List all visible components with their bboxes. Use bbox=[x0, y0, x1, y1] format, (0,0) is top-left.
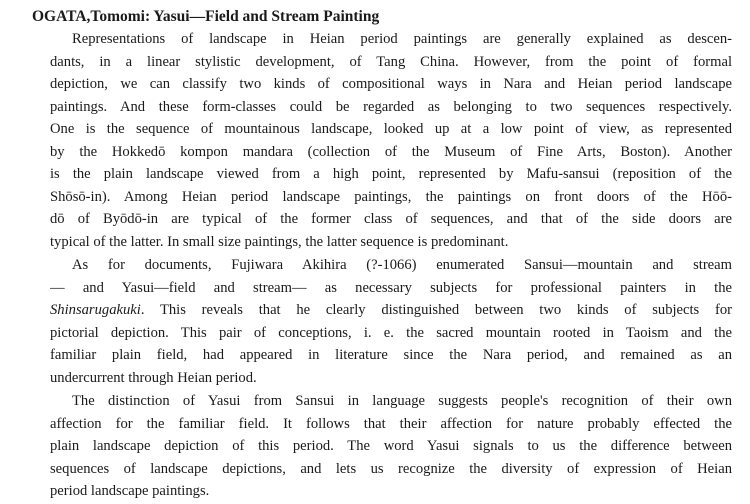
paragraph-1 bbox=[50, 28, 732, 253]
document-page bbox=[32, 6, 732, 504]
paragraph-3 bbox=[50, 390, 732, 503]
text-line: period landscape paintings. bbox=[50, 483, 210, 499]
text-line: is the plain landscape viewed from a high point, represented by Mafu-sansui (reposition of the bbox=[50, 166, 732, 182]
text-line: pictorial depiction. This pair of conceptions, i. e. the sacred mountain rooted in Taoism and the bbox=[50, 324, 732, 341]
text-line: dants, in a linear stylistic development, of Tang China. However, from the point of formal bbox=[50, 53, 732, 70]
text-line-with-italic bbox=[50, 299, 732, 322]
text-line: undercurrent through Heian period. bbox=[50, 369, 257, 386]
text-line: — and Yasui—field and stream— as necessary subjects for professional painters in the bbox=[50, 279, 732, 296]
text-line: plain landscape depiction of this period. The word Yasui signals to us the difference between bbox=[50, 438, 732, 454]
text-line: affection for the familiar field. It follows that their affection for nature probably effected the bbox=[50, 415, 732, 432]
text-fragment: . This reveals that he clearly distinguished between two kinds of subjects for bbox=[140, 302, 732, 318]
text-line: typical of the latter. In small size paintings, the latter sequence is predominant. bbox=[50, 233, 509, 250]
text-line: Shōsō-in). Among Heian period landscape paintings, the paintings on front doors of the Hōō- bbox=[50, 188, 732, 205]
text-line: by the Hokkedō kompon mandara (collection of the Museum of Fine Arts, Boston). Another bbox=[50, 143, 732, 160]
text-line: sequences of landscape depictions, and lets us recognize the diversity of expression of Heian bbox=[50, 460, 732, 477]
text-line: depiction, we can classify two kinds of compositional ways in Nara and Heian period landscape bbox=[50, 76, 732, 92]
text-line: Representations of landscape in Heian period paintings are generally explained as descen- bbox=[72, 31, 732, 47]
article-body bbox=[50, 28, 732, 503]
text-line: dō of Byōdō-in are typical of the former class of sequences, and that of the side doors are bbox=[50, 211, 732, 227]
text-line: The distinction of Yasui from Sansui in language suggests people's recognition of their own bbox=[72, 393, 732, 409]
paragraph-2 bbox=[50, 254, 732, 389]
text-line: As for documents, Fujiwara Akihira (?-1066) enumerated Sansui—mountain and stream bbox=[72, 257, 732, 273]
text-line: paintings. And these form-classes could be regarded as belonging to two sequences respectively. bbox=[50, 98, 732, 115]
text-line: familiar plain field, had appeared in literature since the Nara period, and remained as an bbox=[50, 347, 732, 363]
text-line: One is the sequence of mountainous landscape, looked up at a low point of view, as represented bbox=[50, 121, 732, 137]
article-heading: OGATA,Tomomi: Yasui—Field and Stream Painting bbox=[32, 8, 380, 25]
italic-title: Shinsarugakuki bbox=[50, 302, 141, 318]
